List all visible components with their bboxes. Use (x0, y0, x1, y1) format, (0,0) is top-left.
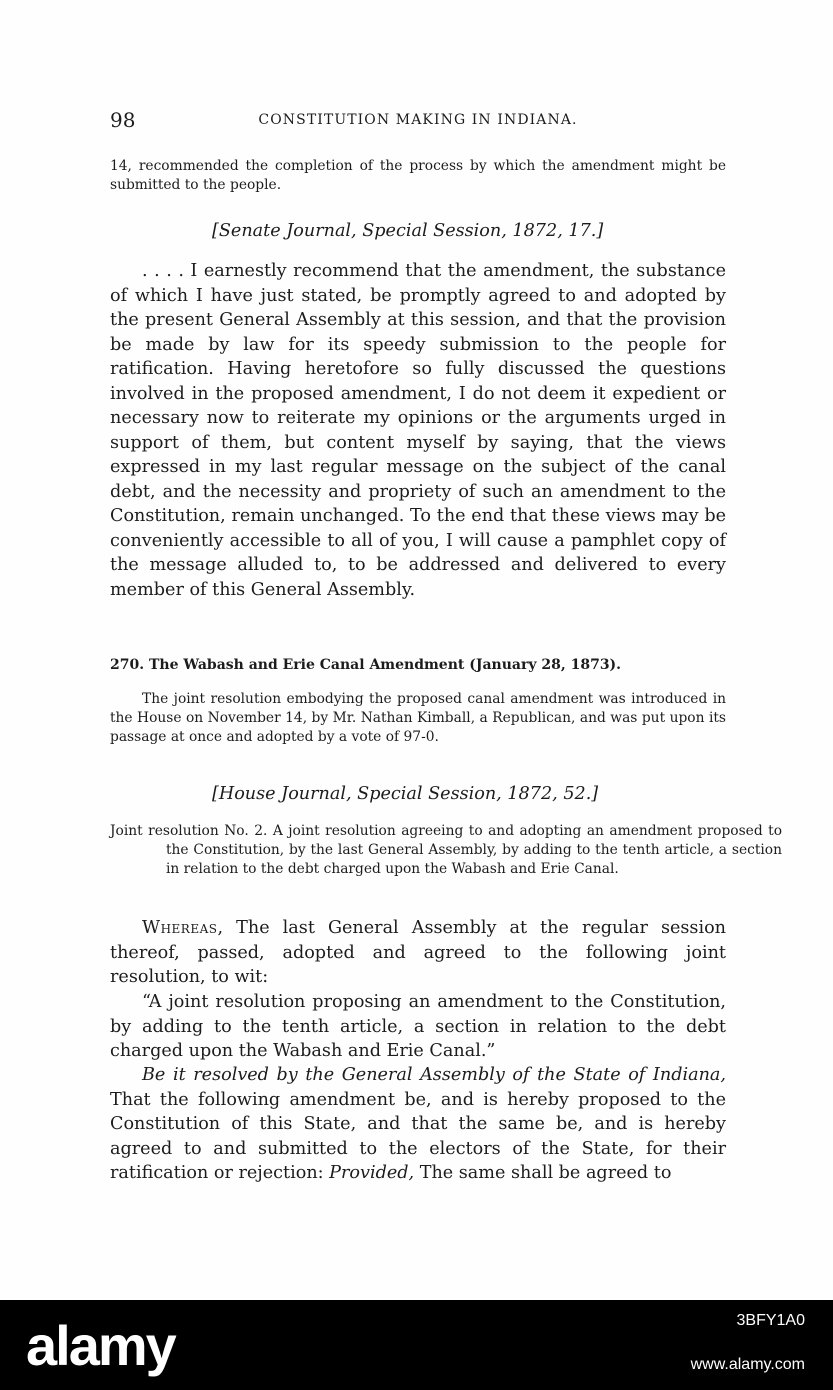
joint-resolution-title: Joint resolution No. 2. A joint resolution agreeing to and adopting an amendment proposed to the Constitution, by the last General Assembly, by adding to the tenth article, a section in relation to the debt charged upon the Wabash and Erie Canal. (110, 823, 782, 877)
whereas-paragraph (110, 916, 726, 990)
whereas-text: , The last General Assembly at the regular session thereof, passed, adopted and agreed to the following joint resolution, to wit: (110, 918, 726, 987)
citation-senate-journal: [Senate Journal, Special Session, 1872, 17.] (212, 221, 604, 241)
message-paragraph: . . . . I earnestly recommend that the amendment, the substance of which I have just stated, be promptly agreed to and adopted by the present General Assembly at this session, and that the provision be made by law for its speedy submission to the people for ratification. Having heretofore so fully discussed the questions involved in the proposed amendment, I do not deem it expedient or necessary now to reiterate my opinions or the arguments urged in support of them, but content myself by saying, that the views expressed in my last regular message on the subject of the canal debt, and the necessity and propriety of such an amendment to the Constitution, remain unchanged. To the end that these views may be conveniently accessible to all of you, I will cause a pamphlet copy of the message alluded to, to be addressed and delivered to every member of this General Assembly. (110, 261, 726, 600)
whereas-word: Whereas (142, 918, 218, 938)
running-head (110, 108, 726, 132)
image-id: 3BFY1A0 (736, 1312, 805, 1329)
section-heading: 270. The Wabash and Erie Canal Amendment (January 28, 1873). (110, 657, 622, 673)
citation-house-journal: [House Journal, Special Session, 1872, 52.] (212, 784, 599, 804)
alamy-logo: alamy (26, 1314, 175, 1377)
watermark-footer (0, 1300, 833, 1390)
resolved-clause: Be it resolved by the General Assembly of the State of Indiana, (142, 1065, 726, 1085)
intro-paragraph: 14, recommended the completion of the process by which the amendment might be submitted to the people. (110, 158, 726, 193)
resolved-paragraph (110, 1063, 726, 1186)
final-fragment: The same shall be agreed to (419, 1163, 672, 1183)
site-url: www.alamy.com (690, 1356, 805, 1373)
provided-word: Provided, (329, 1163, 415, 1183)
running-title: CONSTITUTION MAKING IN INDIANA. (258, 112, 578, 128)
quoted-resolution: “A joint resolution proposing an amendment to the Constitution, by adding to the tenth article, a section in relation to the debt charged upon the Wabash and Erie Canal.” (110, 992, 726, 1061)
resolved-text: That the following amendment be, and is hereby proposed to the Constitution of this State, and that the same be, and is hereby agreed to and submitted to the electors of the State, for their ratification or rejection: (110, 1089, 726, 1183)
section-intro: The joint resolution embodying the proposed canal amendment was introduced in the House on November 14, by Mr. Nathan Kimball, a Republican, and was put upon its passage at once and adopted by a vote of 97-0. (110, 691, 726, 745)
page-number: 98 (110, 108, 136, 132)
